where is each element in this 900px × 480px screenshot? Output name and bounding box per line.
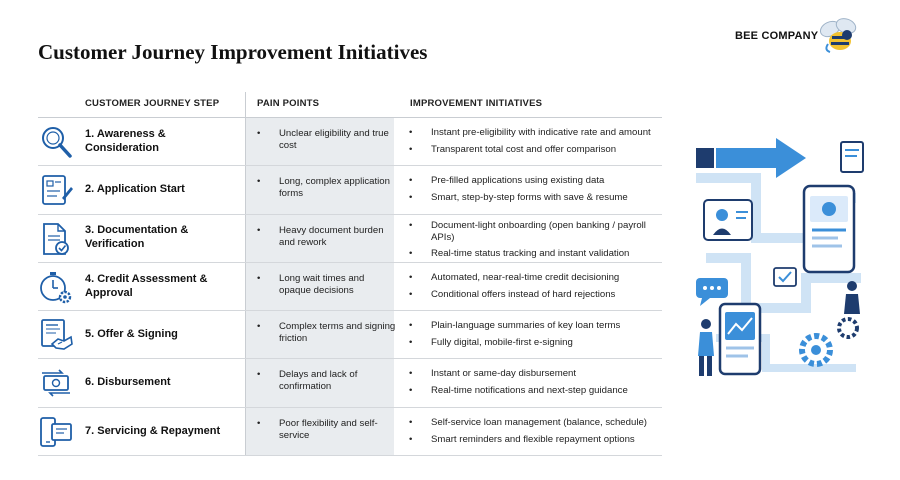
list-item: • Transparent total cost and offer comparison bbox=[409, 143, 617, 155]
step-label: 2. Application Start bbox=[85, 183, 185, 196]
step-label: 5. Offer & Signing bbox=[85, 327, 178, 340]
table-row bbox=[38, 359, 662, 407]
list-item: • Plain-language summaries of key loan terms bbox=[409, 320, 621, 332]
initiative-list bbox=[409, 175, 664, 209]
initiative-list bbox=[409, 320, 664, 354]
mobile-devices-icon bbox=[38, 414, 74, 450]
journey-table bbox=[38, 92, 662, 456]
column-header-pain: PAIN POINTS bbox=[257, 98, 320, 109]
step-label: 4. Credit Assessment & Approval bbox=[85, 272, 208, 299]
table-row bbox=[38, 311, 662, 359]
initiative-list bbox=[409, 368, 664, 402]
table-row bbox=[38, 263, 662, 311]
contract-handshake-icon bbox=[38, 317, 74, 353]
pain-point: • Long wait times and opaque decisions bbox=[257, 272, 365, 296]
list-item: • Real-time status tracking and instant validation bbox=[409, 247, 630, 259]
list-item: • Smart reminders and flexible repayment options bbox=[409, 433, 635, 445]
table-header bbox=[38, 92, 662, 118]
list-item: • Pre-filled applications using existing data bbox=[409, 175, 605, 187]
initiative-list bbox=[409, 220, 664, 265]
initiative-list bbox=[409, 127, 664, 161]
page-title: Customer Journey Improvement Initiatives bbox=[38, 40, 428, 64]
table-row bbox=[38, 215, 662, 263]
table-row bbox=[38, 408, 662, 456]
pain-point: • Delays and lack of confirmation bbox=[257, 369, 358, 393]
list-item: • Fully digital, mobile-first e-signing bbox=[409, 337, 573, 349]
list-item: • Smart, step-by-step forms with save & resume bbox=[409, 192, 628, 204]
step-label: 1. Awareness & Consideration bbox=[85, 127, 166, 154]
pain-point: • Heavy document burden and rework bbox=[257, 224, 384, 248]
stopwatch-gear-icon bbox=[38, 269, 74, 305]
list-item: • Self-service loan management (balance, schedule) bbox=[409, 416, 647, 428]
step-label: 3. Documentation & Verification bbox=[85, 224, 189, 251]
document-check-icon bbox=[38, 221, 74, 257]
column-header-initiatives: IMPROVEMENT INITIATIVES bbox=[410, 98, 543, 109]
table-row bbox=[38, 118, 662, 166]
column-header-step: CUSTOMER JOURNEY STEP bbox=[85, 98, 220, 109]
form-edit-icon bbox=[38, 172, 74, 208]
table-row bbox=[38, 166, 662, 214]
banknote-transfer-icon bbox=[38, 365, 74, 401]
pain-point: • Unclear eligibility and true cost bbox=[257, 128, 389, 151]
list-item: • Automated, near-real-time credit decisioning bbox=[409, 271, 620, 283]
initiative-list bbox=[409, 272, 664, 306]
list-item: • Conditional offers instead of hard rejections bbox=[409, 288, 616, 300]
pain-point: • Poor flexibility and self-service bbox=[257, 417, 378, 441]
list-item: • Instant pre-eligibility with indicative rate and amount bbox=[409, 127, 651, 138]
brand-name: BEE COMPANY bbox=[735, 30, 819, 42]
magnifier-icon bbox=[38, 124, 74, 160]
list-item: • Document-light onboarding (open banking / payroll APIs) bbox=[409, 219, 646, 243]
initiative-list bbox=[409, 417, 664, 451]
list-item: • Instant or same-day disbursement bbox=[409, 368, 577, 380]
pain-point: • Long, complex application forms bbox=[257, 176, 390, 200]
pain-point: • Complex terms and signing friction bbox=[257, 321, 396, 345]
bee-logo bbox=[816, 14, 862, 56]
step-label: 7. Servicing & Repayment bbox=[85, 424, 221, 437]
digital-journey-illustration bbox=[686, 138, 864, 384]
step-label: 6. Disbursement bbox=[85, 376, 171, 389]
list-item: • Real-time notifications and next-step guidance bbox=[409, 385, 628, 397]
